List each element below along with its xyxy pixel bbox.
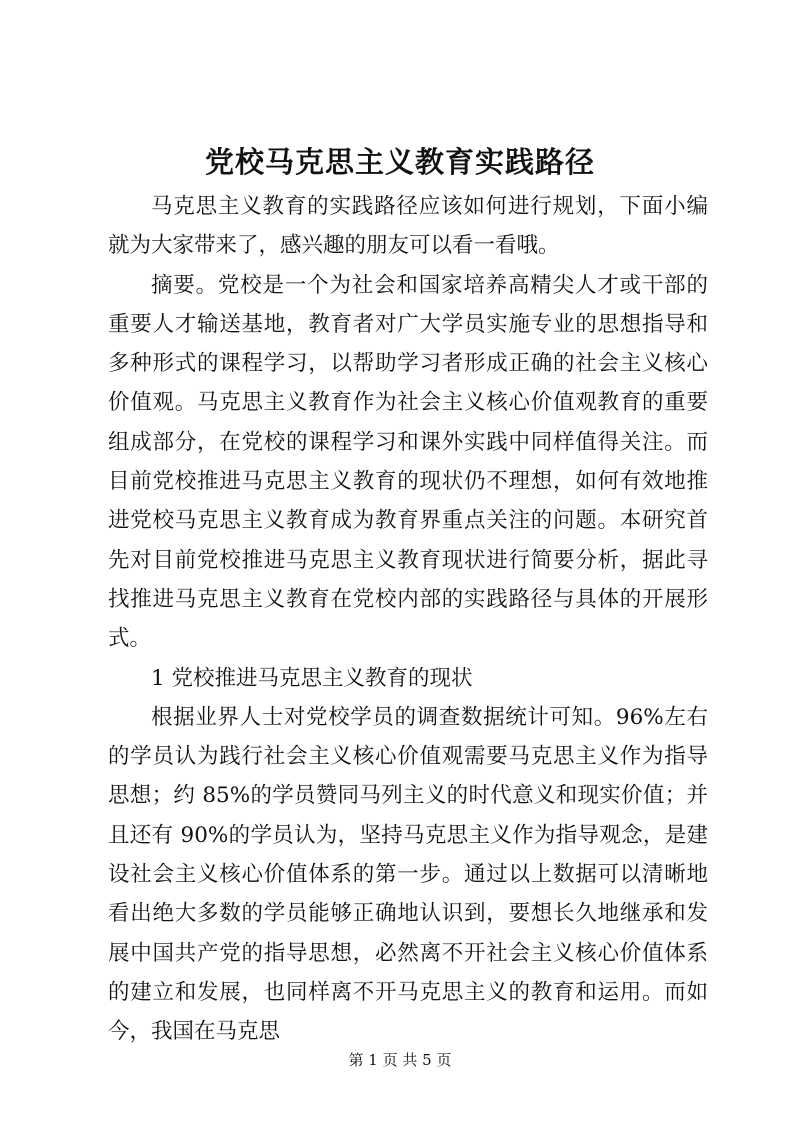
body-paragraph: 根据业界人士对党校学员的调查数据统计可知。96%左右的学员认为践行社会主义核心价值观需要马克思主义作为指导思想；约 85%的学员赞同马列主义的时代意义和现实价值；并且还有 90%的学员认为，坚持马克思主义作为指导观念，是建设社会主义核心价值体系的第一步。通过以上数据可以清晰地看出绝大多数的学员能够正确地认识到，要想长久地继承和发展中国共产党的指导思想，必然离不开社会主义核心价值体系的建立和发展，也同样离不开马克思主义的教育和运用。而如今，我国在马克思 <box>108 704 708 1045</box>
document-body <box>108 187 708 1052</box>
abstract-paragraph: 摘要。党校是一个为社会和国家培养高精尖人才或干部的重要人才输送基地，教育者对广大学员实施专业的思想指导和多种形式的课程学习，以帮助学习者形成正确的社会主义核心价值观。马克思主义教育作为社会主义核心价值观教育的重要组成部分，在党校的课程学习和课外实践中同样值得关注。而目前党校推进马克思主义教育的现状仍不理想，如何有效地推进党校马克思主义教育成为教育界重点关注的问题。本研究首先对目前党校推进马克思主义教育现状进行简要分析，据此寻找推进马克思主义教育在党校内部的实践路径与具体的开展形式。 <box>108 272 708 652</box>
section-heading: 1 党校推进马克思主义教育的现状 <box>151 665 473 691</box>
intro-paragraph: 马克思主义教育的实践路径应该如何进行规划，下面小编就为大家带来了，感兴趣的朋友可以看一看哦。 <box>108 194 708 259</box>
page-footer: 第 1 页 共 5 页 <box>348 1051 452 1069</box>
document-title: 党校马克思主义教育实践路径 <box>204 145 595 179</box>
